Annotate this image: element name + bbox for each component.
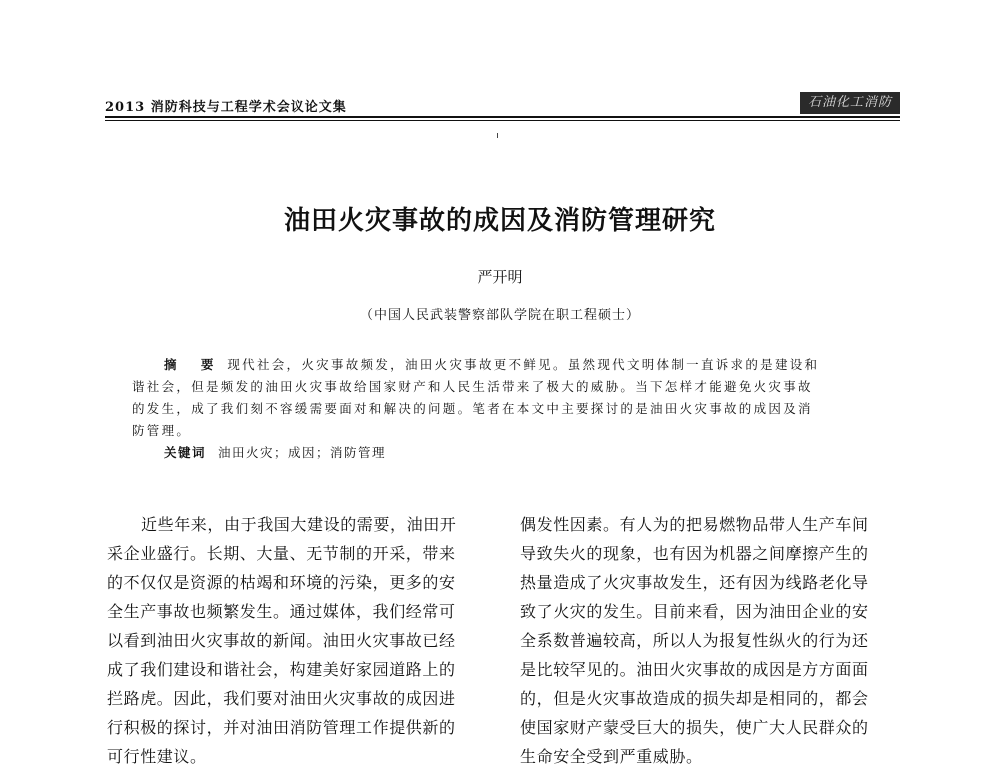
body-line: 近些年来，由于我国大建设的需要，油田开	[141, 515, 457, 534]
header-rule	[105, 116, 900, 118]
paper-title: 油田火灾事故的成因及消防管理研究	[283, 206, 716, 236]
body-line: 行积极的探讨，并对油田消防管理工作提供新的	[107, 718, 456, 737]
journal-title: 2013 消防科技与工程学术会议论文集	[105, 100, 347, 115]
keywords-label: 关键词	[164, 445, 207, 460]
paper-author: 严开明	[477, 268, 523, 286]
abstract-label: 摘 要	[164, 357, 224, 372]
abstract	[132, 354, 870, 464]
body-line: 使国家财产蒙受巨大的损失，使广大人民群众的	[520, 718, 869, 737]
body-line: 拦路虎。因此，我们要对油田火灾事故的成因进	[107, 689, 456, 708]
body-line: 导致失火的现象，也有因为机器之间摩擦产生的	[520, 544, 869, 563]
body-line: 是比较罕见的。油田火灾事故的成因是方方面面	[520, 660, 869, 679]
header-rule-thin	[105, 120, 900, 121]
running-header	[105, 92, 900, 120]
body-column-left	[107, 510, 487, 771]
abstract-line	[132, 354, 870, 376]
body-line: 致了火灾的发生。目前来看，因为油田企业的安	[520, 602, 869, 621]
body-line: 热量造成了火灾事故发生，还有因为线路老化导	[520, 573, 869, 592]
keywords-text: 油田火灾；成因；消防管理	[218, 445, 387, 460]
abstract-text: 现代社会，火灾事故频发，油田火灾事故更不鲜见。虽然现代文明体制一直诉求的是建设和	[227, 357, 820, 372]
body-line: 偶发性因素。有人为的把易燃物品带人生产车间	[520, 515, 869, 534]
abstract-line: 的发生，成了我们刻不容缓需要面对和解决的问题。笔者在本文中主要探讨的是油田火灾事故的成因及消	[132, 401, 813, 416]
keywords	[132, 442, 870, 464]
body-line: 可行性建议。	[107, 747, 207, 766]
body-line: 以看到油田火灾事故的新闻。油田火灾事故已经	[107, 631, 456, 650]
body-line: 的，但是火灾事故造成的损失却是相同的，都会	[520, 689, 869, 708]
body-column-right	[520, 510, 900, 771]
body-line: 生命安全受到严重威胁。	[520, 747, 703, 766]
body-line: 全系数普遍较高，所以人为报复性纵火的行为还	[520, 631, 869, 650]
center-mark	[497, 133, 498, 138]
body-line: 采企业盛行。长期、大量、无节制的开采，带来	[107, 544, 456, 563]
body-line: 的不仅仅是资源的枯竭和环境的污染，更多的安	[107, 573, 456, 592]
abstract-line: 防管理。	[132, 423, 192, 438]
paper-affiliation: （中国人民武装警察部队学院在职工程硕士）	[359, 308, 640, 323]
body-line: 成了我们建设和谐社会，构建美好家园道路上的	[107, 660, 456, 679]
section-badge: 石油化工消防	[800, 92, 900, 114]
body-line: 全生产事故也频繁发生。通过媒体，我们经常可	[107, 602, 456, 621]
abstract-line: 谐社会，但是频发的油田火灾事故给国家财产和人民生活带来了极大的威胁。当下怎样才能避免火灾事故	[132, 379, 813, 394]
